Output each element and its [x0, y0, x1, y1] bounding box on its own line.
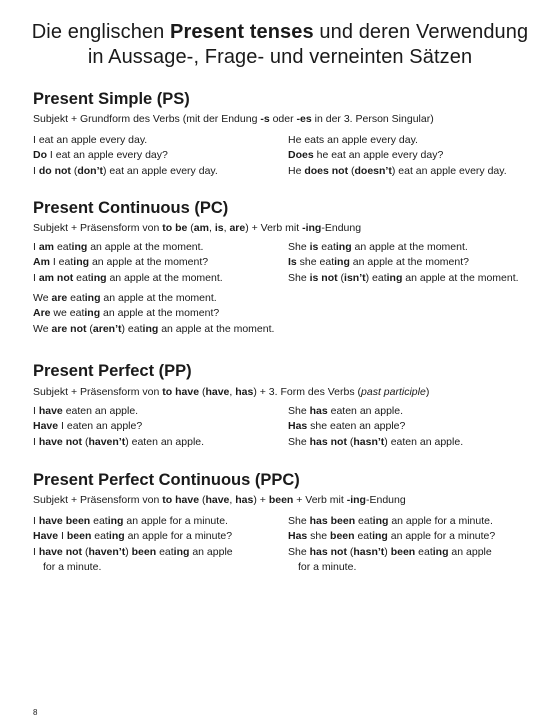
- text-run: is: [214, 222, 224, 234]
- example-sentence: [288, 514, 495, 529]
- text-run: ing: [335, 241, 352, 253]
- text-run: Die englischen: [31, 21, 171, 43]
- example-sentence: [33, 164, 218, 179]
- text-run: are: [51, 292, 68, 304]
- section-rule: [33, 222, 361, 234]
- text-run: haven’t: [88, 545, 126, 558]
- text-run: ) eat an apple every day.: [391, 164, 507, 177]
- example-sentence: [33, 133, 218, 148]
- page-title: [0, 20, 560, 70]
- examples-right: [288, 133, 507, 179]
- text-run: (: [346, 435, 354, 448]
- text-run: for a minute.: [298, 560, 357, 573]
- text-run: I eat an apple every day.: [33, 134, 148, 146]
- text-run: I: [33, 164, 39, 177]
- text-run: I: [33, 435, 39, 448]
- text-run: an apple: [189, 545, 233, 558]
- text-run: ing: [108, 530, 125, 543]
- text-run: we eat: [50, 307, 85, 320]
- text-run: has not: [309, 435, 347, 448]
- text-run: -Endung: [365, 494, 406, 506]
- text-run: isn’t: [344, 271, 366, 284]
- text-run: she eat: [296, 256, 335, 269]
- title-line-2: [0, 45, 560, 70]
- text-run: in Aussage-, Frage- und verneinten Sätzen: [87, 46, 473, 68]
- text-run: an apple at the moment?: [100, 307, 220, 320]
- example-sentence: [33, 148, 218, 163]
- text-run: -Endung: [321, 222, 362, 234]
- text-run: an apple for a minute?: [124, 530, 233, 543]
- text-run: ing: [142, 322, 159, 335]
- page-number: 8: [33, 708, 38, 717]
- section-title: Present Perfect (PP): [33, 362, 192, 380]
- text-run: Has: [288, 530, 308, 543]
- text-run: hasn’t: [353, 435, 385, 448]
- text-run: ) + Verb mit: [245, 222, 303, 234]
- text-run: ing: [90, 271, 107, 284]
- text-run: an apple at the moment.: [351, 241, 468, 253]
- examples-left: [33, 404, 204, 450]
- text-run: ) eaten an apple.: [384, 435, 464, 448]
- text-run: have been: [38, 515, 91, 527]
- text-run: Are: [33, 307, 51, 320]
- section-title: Present Simple (PS): [33, 90, 190, 108]
- section-title: Present Continuous (PC): [33, 199, 229, 217]
- text-run: I eat an apple every day?: [47, 149, 168, 162]
- text-run: ) eaten an apple.: [125, 435, 205, 448]
- text-run: to have: [162, 386, 200, 398]
- example-sentence: [33, 545, 233, 560]
- text-run: (: [346, 545, 354, 558]
- examples-left: [33, 133, 218, 179]
- text-run: an apple for a minute.: [123, 515, 228, 527]
- text-run: He eats an apple every day.: [288, 134, 418, 146]
- text-run: is: [309, 241, 319, 253]
- text-run: She: [288, 545, 310, 558]
- text-run: ,: [208, 222, 215, 234]
- text-run: ,: [223, 222, 230, 234]
- example-sentence: [33, 560, 233, 575]
- section-rule: [33, 113, 434, 125]
- text-run: an apple at the moment?: [349, 256, 469, 269]
- example-sentence: [33, 271, 223, 286]
- text-run: ) eat: [121, 322, 143, 335]
- text-run: past participle: [361, 386, 426, 398]
- example-sentence: [33, 514, 233, 529]
- text-run: an apple at the moment.: [87, 241, 204, 253]
- example-sentence: [33, 240, 223, 255]
- example-sentence: [288, 545, 495, 560]
- example-sentence: [33, 306, 274, 321]
- text-run: (: [199, 386, 206, 398]
- text-run: ing: [386, 271, 403, 284]
- text-run: have: [38, 405, 63, 417]
- example-sentence: [288, 529, 495, 544]
- text-run: am: [193, 222, 209, 234]
- text-run: She: [288, 405, 310, 417]
- text-run: an apple at the moment.: [106, 271, 223, 284]
- text-run: an apple at the moment?: [89, 256, 209, 269]
- text-run: eat: [91, 530, 109, 543]
- text-run: Subjekt + Präsensform von: [33, 386, 163, 398]
- text-run: have: [205, 386, 230, 398]
- text-run: ing: [84, 307, 101, 320]
- text-run: does not: [304, 164, 349, 177]
- text-run: an apple at the moment.: [402, 271, 519, 284]
- text-run: do not: [38, 164, 71, 177]
- text-run: ): [384, 545, 391, 558]
- text-run: been: [268, 494, 294, 506]
- text-run: aren’t: [92, 322, 122, 335]
- text-run: ) eat: [365, 271, 387, 284]
- text-run: she: [307, 530, 331, 543]
- examples-left: [33, 240, 223, 286]
- text-run: She: [288, 271, 310, 284]
- text-run: + Verb mit: [293, 494, 347, 506]
- text-run: ) + 3. Form des Verbs (: [253, 386, 362, 398]
- text-run: oder: [269, 113, 297, 125]
- text-run: am not: [38, 271, 74, 284]
- text-run: ing: [73, 256, 90, 269]
- text-run: Subjekt + Präsensform von: [33, 494, 163, 506]
- text-run: -ing: [346, 494, 366, 506]
- text-run: I: [33, 241, 39, 253]
- example-sentence: [288, 164, 507, 179]
- text-run: ing: [84, 292, 101, 304]
- text-run: ): [125, 545, 132, 558]
- text-run: ) eat an apple every day.: [103, 164, 218, 177]
- text-run: she eaten an apple?: [307, 420, 406, 433]
- example-sentence: [288, 271, 519, 286]
- text-run: Am: [33, 256, 50, 269]
- text-run: I: [33, 515, 39, 527]
- section-title: Present Perfect Continuous (PPC): [33, 471, 300, 489]
- example-sentence: [288, 133, 507, 148]
- text-run: I eat: [49, 256, 74, 269]
- text-run: doesn’t: [354, 164, 392, 177]
- section-rule: [33, 494, 406, 506]
- title-line-1: [0, 20, 560, 45]
- text-run: has: [235, 494, 254, 506]
- text-run: hasn’t: [353, 545, 385, 558]
- text-run: eat: [54, 241, 72, 253]
- example-sentence: [288, 419, 463, 434]
- text-run: is not: [309, 271, 338, 284]
- text-run: He: [288, 164, 305, 177]
- text-run: Have: [33, 420, 59, 433]
- text-run: eat: [67, 292, 85, 304]
- text-run: Have: [33, 530, 59, 543]
- text-run: eaten an apple.: [62, 405, 139, 417]
- text-run: eat: [73, 271, 91, 284]
- text-run: We: [33, 292, 52, 304]
- examples-right: [288, 514, 495, 575]
- text-run: (: [348, 164, 355, 177]
- text-run: ,: [229, 494, 236, 506]
- text-run: (: [82, 435, 89, 448]
- text-run: Present tenses: [170, 21, 314, 43]
- text-run: ,: [229, 386, 236, 398]
- text-run: am: [38, 241, 55, 253]
- text-run: ing: [71, 241, 88, 253]
- example-sentence: [33, 404, 204, 419]
- text-run: und deren Verwendung: [313, 21, 529, 43]
- example-sentence: [33, 435, 204, 450]
- text-run: an apple: [448, 545, 492, 558]
- text-run: She: [288, 515, 310, 527]
- text-run: are not: [51, 322, 87, 335]
- text-run: (: [199, 494, 206, 506]
- text-run: (: [86, 322, 93, 335]
- section-rule: [33, 386, 429, 398]
- text-run: don’t: [77, 164, 103, 177]
- text-run: (: [337, 271, 345, 284]
- examples-left-plural: [33, 291, 274, 337]
- text-run: Is: [288, 256, 297, 269]
- text-run: has not: [309, 545, 347, 558]
- text-run: eat: [355, 515, 373, 527]
- text-run: ing: [432, 545, 449, 558]
- text-run: eat: [415, 545, 433, 558]
- text-run: ing: [372, 530, 388, 543]
- example-sentence: [288, 148, 507, 163]
- example-sentence: [288, 560, 495, 575]
- text-run: has: [235, 386, 254, 398]
- text-run: She: [288, 435, 310, 448]
- text-run: ing: [372, 515, 389, 527]
- example-sentence: [33, 322, 274, 337]
- example-sentence: [33, 529, 233, 544]
- text-run: I eaten an apple?: [58, 420, 143, 433]
- text-run: ing: [173, 545, 190, 558]
- text-run: an apple at the moment.: [100, 292, 217, 304]
- text-run: She: [288, 241, 310, 253]
- example-sentence: [288, 255, 519, 270]
- text-run: I: [58, 530, 67, 543]
- text-run: -ing: [302, 222, 322, 234]
- text-run: an apple for a minute?: [387, 530, 496, 543]
- text-run: ) +: [253, 494, 269, 506]
- text-run: has been: [309, 515, 356, 527]
- text-run: been: [330, 530, 355, 543]
- text-run: -es: [296, 113, 312, 125]
- text-run: eat: [318, 241, 336, 253]
- text-run: Has: [288, 420, 308, 433]
- text-run: been: [131, 545, 157, 558]
- text-run: are: [229, 222, 246, 234]
- text-run: he eat an apple every day?: [313, 149, 444, 162]
- text-run: been: [390, 545, 416, 558]
- text-run: an apple at the moment.: [158, 322, 275, 335]
- examples-right: [288, 404, 463, 450]
- text-run: in der 3. Person Singular): [311, 113, 434, 125]
- text-run: eat: [156, 545, 174, 558]
- example-sentence: [33, 255, 223, 270]
- text-run: I: [33, 271, 39, 284]
- text-run: to have: [162, 494, 200, 506]
- text-run: have not: [38, 545, 83, 558]
- text-run: for a minute.: [43, 560, 102, 573]
- text-run: Do: [33, 149, 47, 162]
- text-run: Subjekt + Präsensform von: [33, 222, 163, 234]
- text-run: Subjekt + Grundform des Verbs (mit der Endung: [33, 113, 261, 125]
- text-run: We: [33, 322, 52, 335]
- text-run: (: [70, 164, 78, 177]
- text-run: eaten an apple.: [327, 405, 404, 417]
- text-run: Does: [288, 149, 314, 162]
- text-run: haven’t: [88, 435, 126, 448]
- text-run: ing: [334, 256, 350, 269]
- example-sentence: [288, 240, 519, 255]
- examples-right: [288, 240, 519, 286]
- text-run: eat: [354, 530, 373, 543]
- example-sentence: [288, 435, 463, 450]
- text-run: been: [66, 530, 92, 543]
- text-run: eat: [90, 515, 108, 527]
- example-sentence: [33, 419, 204, 434]
- text-run: has: [309, 405, 328, 417]
- text-run: have not: [38, 435, 83, 448]
- text-run: I: [33, 405, 39, 417]
- text-run: (: [82, 545, 89, 558]
- text-run: (: [187, 222, 194, 234]
- text-run: ): [425, 386, 430, 398]
- text-run: to be: [162, 222, 188, 234]
- text-run: -s: [260, 113, 270, 125]
- example-sentence: [33, 291, 274, 306]
- text-run: have: [205, 494, 230, 506]
- examples-left: [33, 514, 233, 575]
- example-sentence: [288, 404, 463, 419]
- text-run: ing: [107, 515, 124, 527]
- text-run: I: [33, 545, 39, 558]
- text-run: an apple for a minute.: [388, 515, 493, 527]
